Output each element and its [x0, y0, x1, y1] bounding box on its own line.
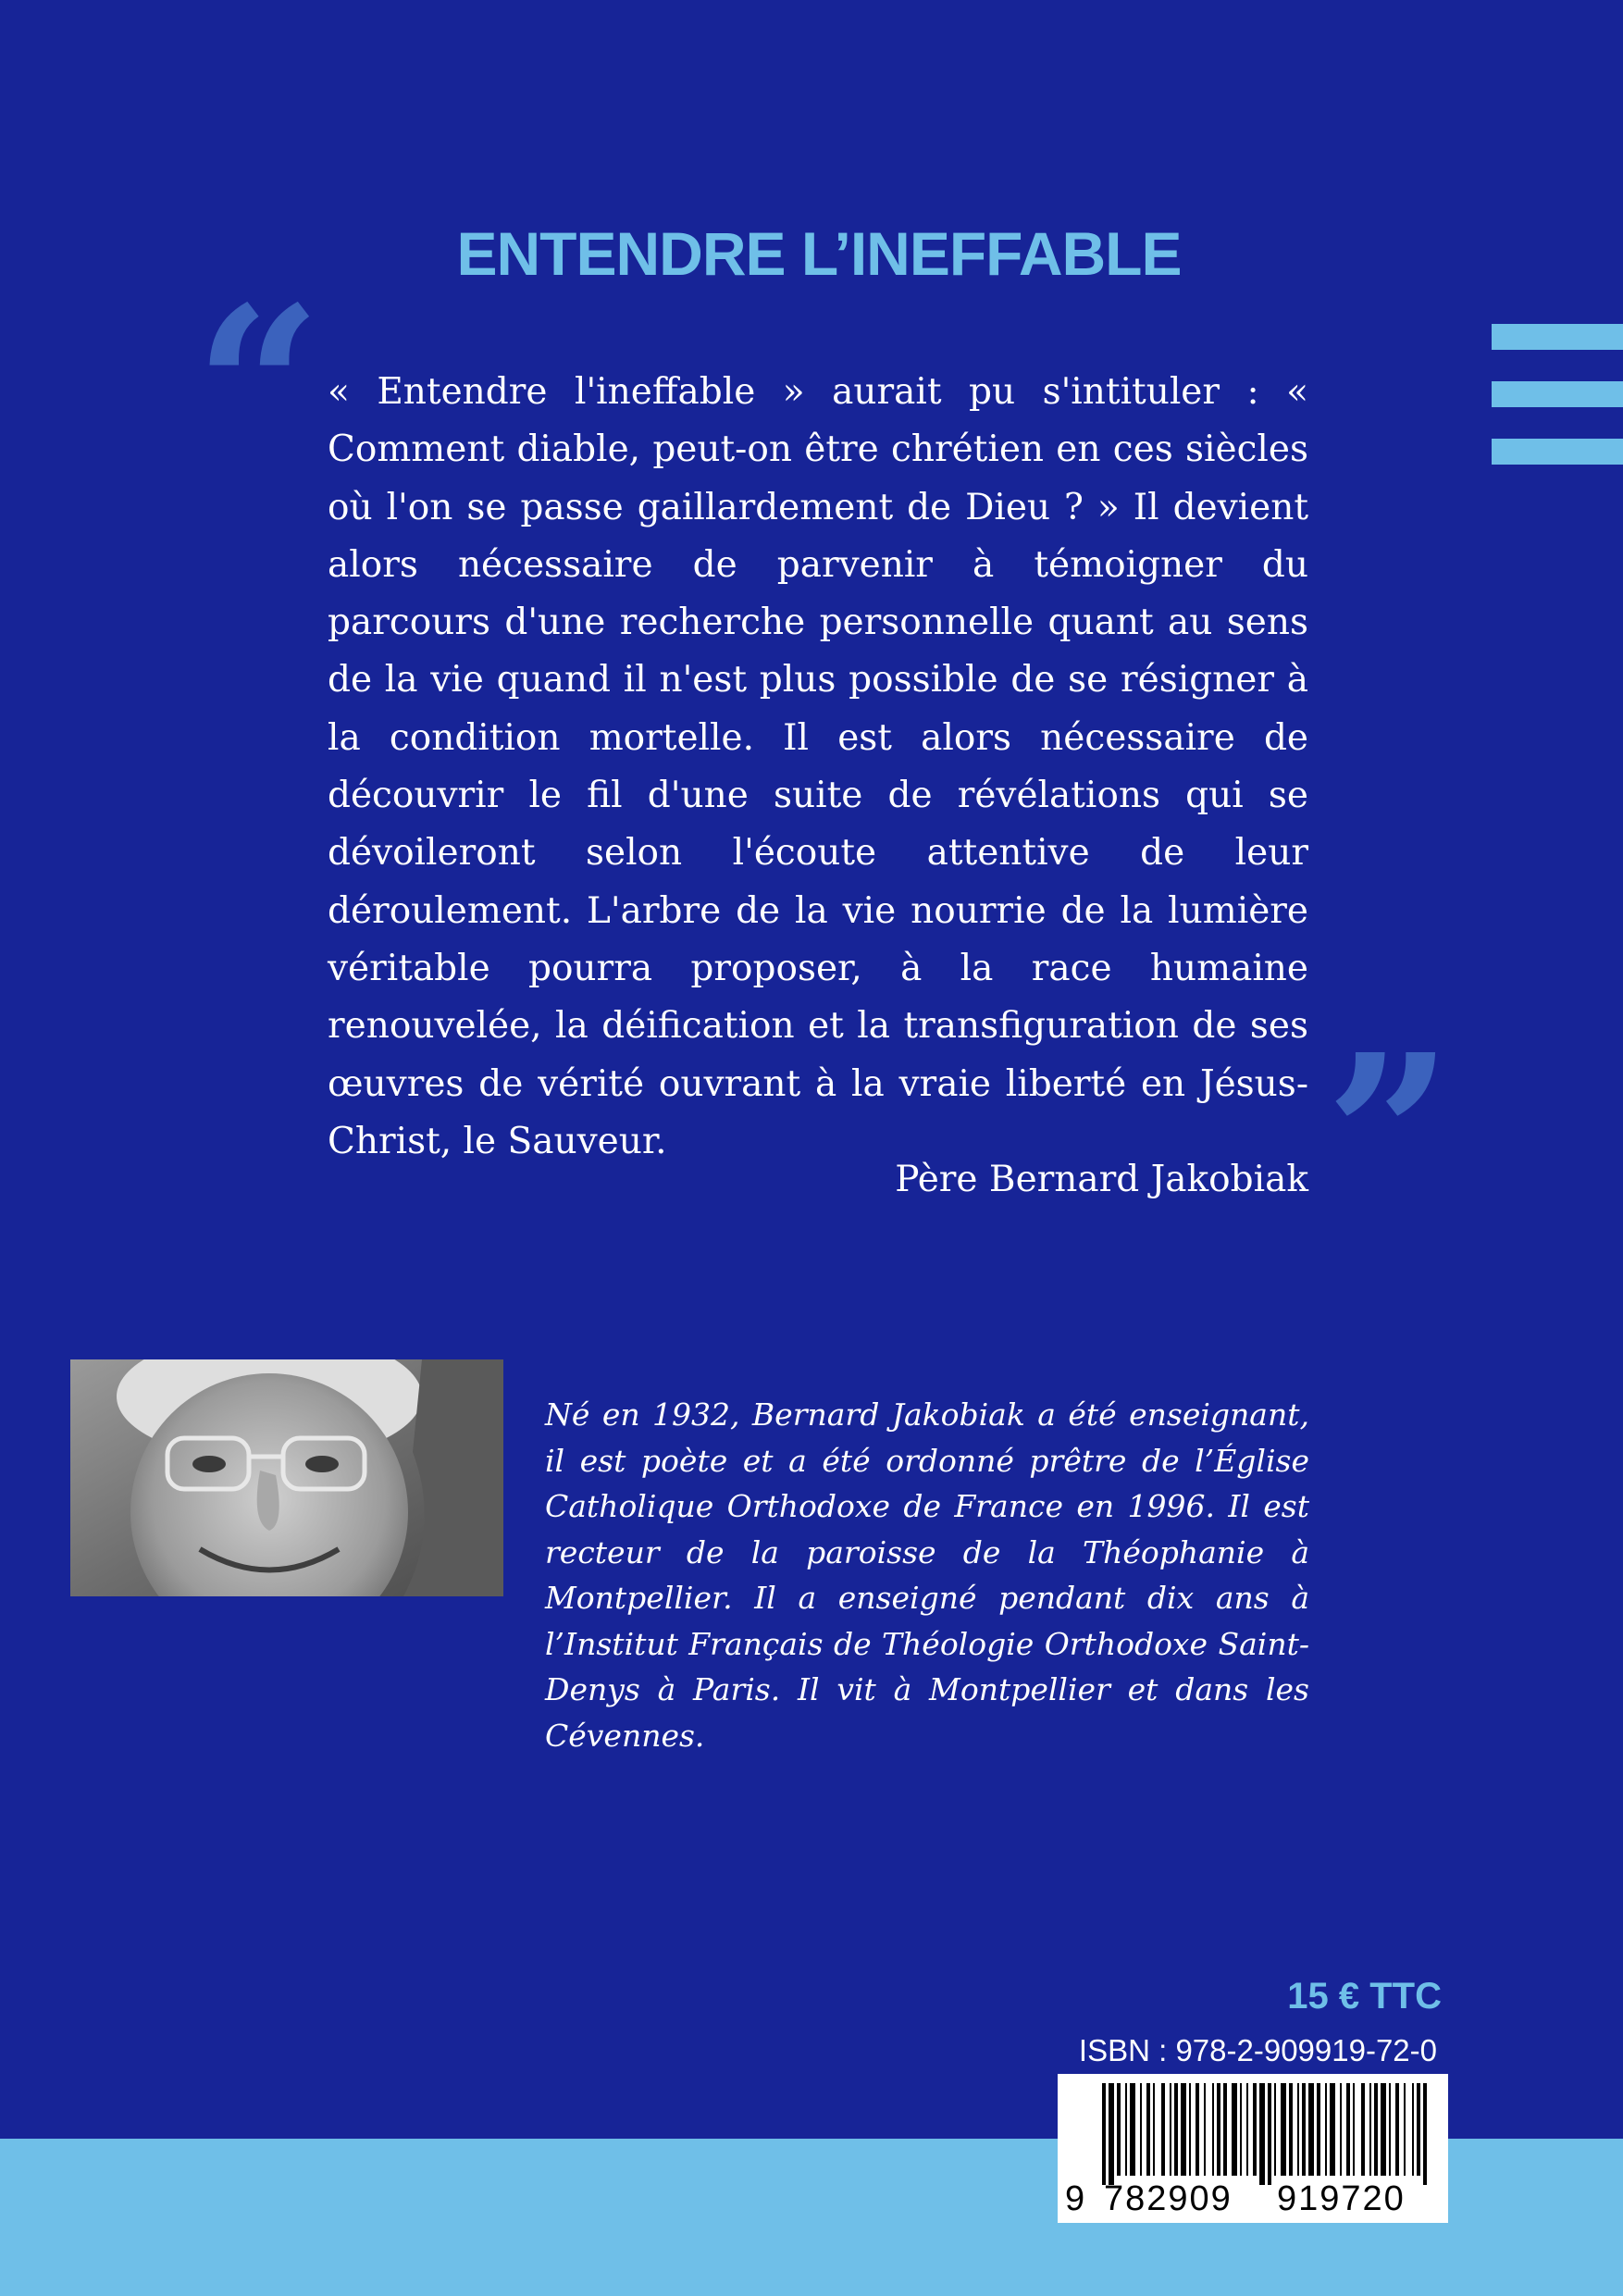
barcode-bar — [1361, 2083, 1365, 2176]
barcode-bar — [1423, 2083, 1427, 2185]
stripe — [1492, 439, 1623, 465]
barcode-bar — [1302, 2083, 1306, 2176]
book-title: ENTENDRE L’INEFFABLE — [456, 219, 1182, 288]
barcode-bar — [1240, 2083, 1242, 2176]
barcode-bar — [1317, 2083, 1320, 2176]
barcode-bar — [1369, 2083, 1371, 2176]
barcode-bar — [1153, 2083, 1155, 2176]
barcode-bar — [1395, 2083, 1399, 2176]
barcode-bar — [1404, 2083, 1406, 2176]
quote-signature: Père Bernard Jakobiak — [895, 1159, 1308, 1200]
barcode-bar — [1217, 2083, 1220, 2176]
barcode-first-digit: 9 — [1065, 2179, 1085, 2218]
author-photo — [70, 1359, 503, 1596]
isbn-label: ISBN : 978-2-909919-72-0 — [1078, 2033, 1437, 2067]
barcode-left-digits: 782909 — [1104, 2179, 1233, 2218]
barcode-bar — [1308, 2083, 1314, 2176]
barcode-bar — [1102, 2083, 1106, 2185]
barcode-bar — [1289, 2083, 1293, 2176]
barcode-bar — [1212, 2083, 1214, 2176]
stripe — [1492, 324, 1623, 350]
open-quote-icon: “ — [194, 258, 323, 519]
barcode-bar — [1189, 2083, 1191, 2176]
barcode-bar — [1374, 2083, 1378, 2176]
back-cover-blurb: « Entendre l'ineffable » aurait pu s'intituler : « Comment diable, peut-on être chrétien en ces siècles où l'on se passe gaillardement de Dieu ? » Il devient alors nécessaire de parvenir à témoigner du parcours d'une recherche personnelle quant au sens de la vie quand il n'est plus possible de se résigner à la condition mortelle. Il est alors nécessaire de découvrir le fil d'une suite de révélations qui se dévoileront selon l'écoute attentive de leur déroulement. L'arbre de la vie nourrie de la lumière véritable pourra proposer, à la race humaine renouvelée, la déification et la transfiguration de ses œuvres de vérité ouvrant à la vraie liberté en Jésus-Christ, le Sauveur. — [328, 371, 1308, 1162]
barcode-bar — [1330, 2083, 1335, 2176]
barcode-bar — [1381, 2083, 1386, 2176]
barcode-bar — [1412, 2083, 1414, 2176]
barcode-bar — [1253, 2083, 1257, 2176]
barcode-bar — [1223, 2083, 1227, 2176]
close-quote-icon: ” — [1325, 1006, 1454, 1267]
author-portrait-image — [70, 1359, 503, 1596]
price-label: 15 € TTC — [1287, 1976, 1442, 2017]
barcode-bar — [1246, 2083, 1248, 2176]
barcode-bar — [1268, 2083, 1271, 2185]
barcode-bar — [1297, 2083, 1299, 2176]
barcode-bar — [1181, 2083, 1186, 2176]
barcode-bar — [1146, 2083, 1150, 2176]
barcode-bar — [1274, 2083, 1276, 2176]
barcode-bar — [1161, 2083, 1165, 2176]
barcode — [1058, 2074, 1448, 2223]
barcode-bar — [1109, 2083, 1114, 2185]
stripe — [1492, 381, 1623, 407]
barcode-bar — [1130, 2083, 1135, 2176]
barcode-bar — [1259, 2083, 1265, 2185]
barcode-bar — [1117, 2083, 1121, 2176]
barcode-bar — [1125, 2083, 1127, 2176]
barcode-right-digits: 919720 — [1277, 2179, 1406, 2218]
barcode-bar — [1281, 2083, 1286, 2176]
barcode-bar — [1340, 2083, 1342, 2176]
author-bio: Né en 1932, Bernard Jakobiak a été enseignant, il est poète et a été ordonné prêtre de l’Église Catholique Orthodoxe de France en 1996. Il est recteur de la paroisse de la Théophanie à Montpellier. Il a enseigné pendant dix ans à l’Institut Français de Théologie Orthodoxe Saint-Denys à Paris. Il vit à Montpellier et dans les Cévennes. — [545, 1396, 1309, 1754]
barcode-bar — [1353, 2083, 1355, 2176]
barcode-bar — [1325, 2083, 1327, 2176]
barcode-bar — [1346, 2083, 1350, 2176]
barcode-bar — [1196, 2083, 1199, 2176]
barcode-bar — [1204, 2083, 1206, 2176]
barcode-bars — [1058, 2074, 1448, 2185]
barcode-bar — [1174, 2083, 1178, 2176]
decorative-stripes — [1492, 324, 1623, 496]
barcode-bar — [1417, 2083, 1420, 2176]
barcode-bar — [1140, 2083, 1142, 2176]
barcode-bar — [1389, 2083, 1391, 2176]
barcode-bar — [1170, 2083, 1171, 2176]
barcode-bar — [1232, 2083, 1237, 2176]
